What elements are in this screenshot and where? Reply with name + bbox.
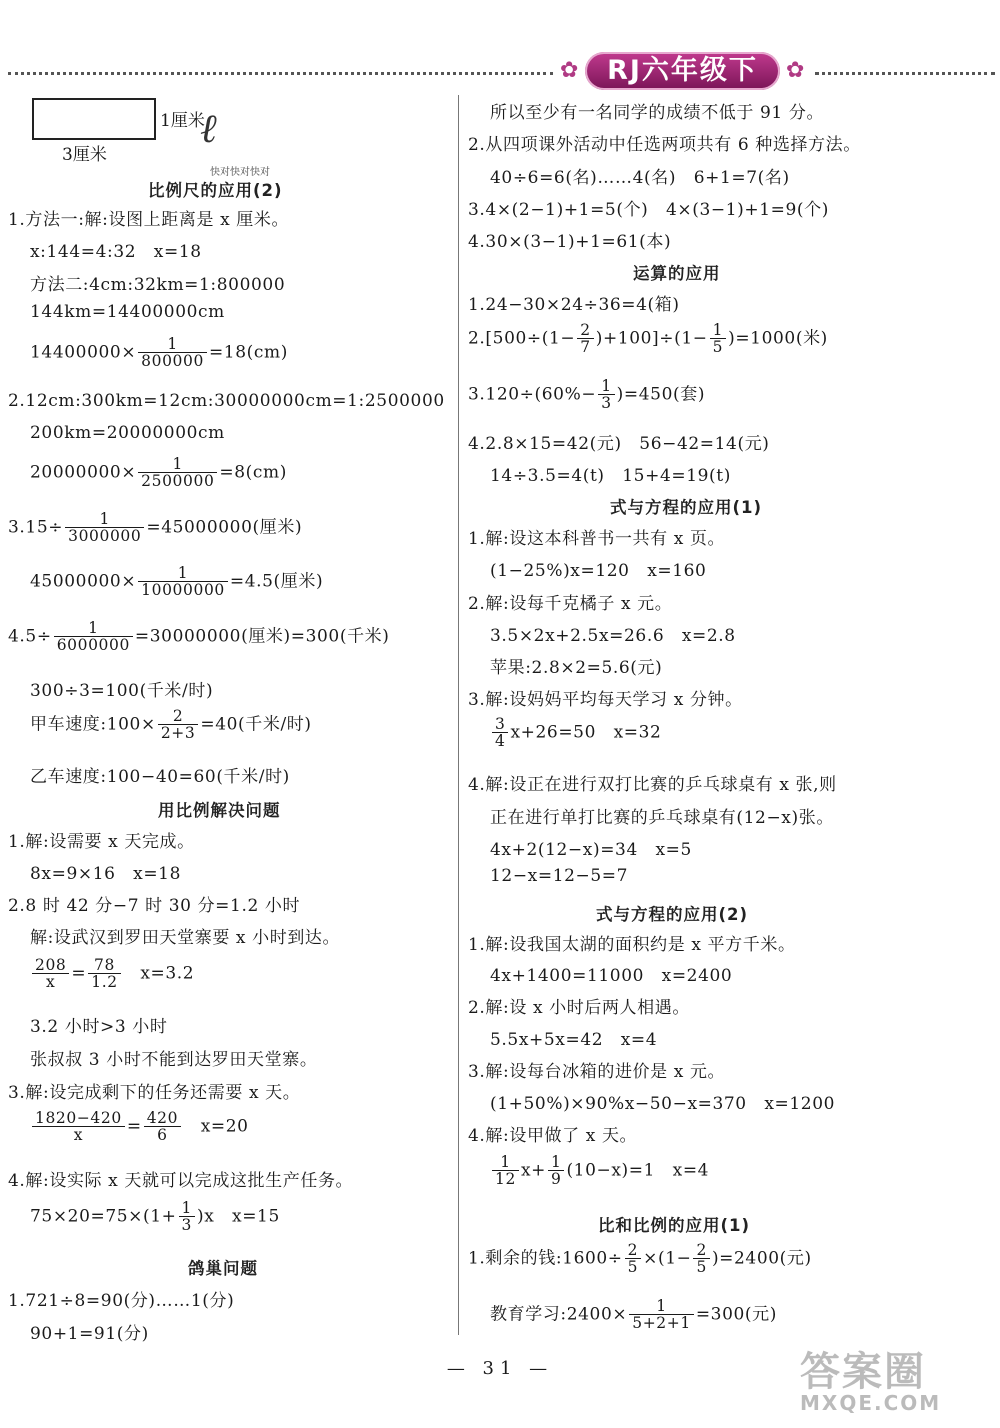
expr-part: )=1000(米) (728, 328, 828, 349)
answer-line (490, 716, 661, 750)
fraction (710, 322, 726, 356)
numerator: 1 (492, 1154, 519, 1171)
answer-line: 1.721÷8=90(分)……1(分) (8, 1291, 235, 1311)
expr-part: x+26=50 x=32 (510, 722, 662, 743)
numerator: 1 (710, 322, 726, 339)
expr-part: 甲车速度:100× (30, 714, 156, 735)
grade-badge: RJ六年级下 (585, 52, 780, 90)
numerator: 1 (138, 456, 217, 473)
denominator: 12 (495, 1170, 516, 1189)
expr-part: 20000000× (30, 462, 137, 483)
answer-line (30, 336, 288, 370)
expr-part: 1.剩余的钱:1600÷ (468, 1248, 623, 1269)
numerator: 420 (144, 1110, 181, 1127)
denominator: 9 (550, 1170, 562, 1189)
numerator: 208 (32, 957, 69, 974)
answer-line: 3.解:设完成剩下的任务还需要 x 天。 (8, 1083, 301, 1103)
numerator: 1 (54, 620, 133, 637)
answer-line: 5.5x+5x=42 x=4 (490, 1030, 658, 1050)
numerator: 1 (179, 1200, 195, 1217)
fraction (492, 1154, 519, 1188)
answer-line: 3.4×(2−1)+1=5(个) 4×(3−1)+1=9(个) (468, 200, 829, 220)
answer-line: 1.解:设这本科普书一共有 x 页。 (468, 529, 726, 549)
figure-bottom-label: 3厘米 (62, 145, 107, 165)
denominator: 5+2+1 (632, 1314, 691, 1333)
answer-line: 2.8 时 42 分−7 时 30 分=1.2 小时 (8, 896, 301, 916)
answer-line: $\frac{208}{x}$ = $\frac{78}{1.2}$ x=3.2 (30, 957, 194, 991)
answer-line: 3.解:设妈妈平均每天学习 x 分钟。 (468, 690, 743, 710)
expr-part: =4.5(厘米) (229, 571, 324, 592)
numerator: 1 (138, 336, 207, 353)
answer-line: 1.解:设我国太湖的面积约是 x 平方千米。 (468, 935, 796, 955)
fraction (548, 1154, 564, 1188)
fraction (54, 620, 133, 654)
answer-line: 4.解:设正在进行双打比赛的乒乓球桌有 x 张,则 (468, 775, 837, 795)
denominator: x (73, 1126, 84, 1145)
numerator: 1 (65, 511, 144, 528)
answer-line: 3.解:设每台冰箱的进价是 x 元。 (468, 1062, 726, 1082)
answer-line: 1.解:设需要 x 天完成。 (8, 832, 195, 852)
header-dotted-rule-right (815, 72, 995, 75)
fraction (179, 1200, 195, 1234)
answer-line (468, 322, 828, 356)
expr-part: 75×20=75×(1+ (30, 1206, 177, 1227)
denominator: 5 (712, 338, 724, 357)
answer-line: 正在进行单打比赛的乒乓球桌有(12−x)张。 (490, 808, 834, 828)
fraction (88, 957, 120, 991)
answer-line (490, 1298, 777, 1332)
denominator: 1.2 (91, 973, 118, 992)
answer-line (490, 1154, 709, 1188)
numerator: 1820−420 (32, 1110, 125, 1127)
numerator: 1 (598, 378, 614, 395)
fraction (598, 378, 614, 412)
page-number: — 31 — (446, 1358, 554, 1379)
denominator: 5 (627, 1258, 639, 1277)
answer-line (8, 620, 390, 654)
answer-line (30, 708, 312, 742)
expr-part: )x x=15 (197, 1206, 280, 1227)
watermark-logo (800, 1340, 990, 1420)
fraction (693, 1242, 709, 1276)
expr-part: =8(cm) (219, 462, 287, 483)
denominator: 2500000 (141, 472, 215, 491)
answer-line: 1.方法一:解:设图上距离是 x 厘米。 (8, 210, 290, 230)
answer-line: 4.解:设实际 x 天就可以完成这批生产任务。 (8, 1171, 354, 1191)
expr-part: 3.120÷(60%− (468, 384, 597, 405)
expr-part: )=2400(元) (711, 1248, 812, 1269)
fraction (625, 1242, 641, 1276)
rectangle-figure (32, 98, 156, 140)
answer-line: 方法二:4cm:32km=1:800000 (30, 275, 286, 295)
denominator: 5 (696, 1258, 707, 1277)
section-title: 比例尺的应用(2) (148, 181, 283, 200)
numerator: 2 (577, 322, 593, 339)
answer-line: 40÷6=6(名)……4(名) 6+1=7(名) (490, 168, 790, 188)
expr-part: x+ (520, 1160, 546, 1181)
denominator: 2+3 (160, 724, 196, 743)
answer-line: 90+1=91(分) (30, 1324, 149, 1344)
numerator: 2 (625, 1242, 641, 1259)
expr-part: =30000000(厘米)=300(千米) (134, 626, 390, 647)
answer-line: x:144=4:32 x=18 (30, 242, 202, 262)
answer-line: (1+50%)×90%x−50−x=370 x=1200 (490, 1094, 836, 1114)
answer-line: 2.解:设 x 小时后两人相遇。 (468, 998, 690, 1018)
fraction (629, 1298, 694, 1332)
denominator: 7 (580, 338, 591, 357)
handwritten-mark: ℓ (200, 106, 217, 152)
denominator: 6 (157, 1126, 168, 1145)
answer-line: 3.2 小时>3 小时 (30, 1017, 168, 1037)
denominator: 3000000 (68, 527, 142, 546)
section-title: 鸽巢问题 (188, 1259, 258, 1278)
fraction (65, 511, 144, 545)
grade-banner (560, 50, 810, 94)
expr-part: x=3.2 (140, 963, 195, 984)
answer-line: 苹果:2.8×2=5.6(元) (490, 658, 663, 678)
fraction (32, 957, 69, 991)
answer-line (30, 456, 287, 490)
watermark-title: 答案圈 (800, 1349, 926, 1395)
fraction (158, 708, 199, 742)
answer-line: 所以至少有一名同学的成绩不低于 91 分。 (490, 103, 825, 123)
section-title: 式与方程的应用(1) (610, 498, 763, 517)
answer-line: 张叔叔 3 小时不能到达罗田天堂寨。 (30, 1050, 318, 1070)
expr-part: 45000000× (30, 571, 137, 592)
fraction (577, 322, 593, 356)
expr-part: 教育学习:2400× (490, 1304, 628, 1325)
expr-part: )+100]÷(1− (595, 328, 708, 349)
numerator: 3 (492, 716, 508, 733)
expr-part: ×(1− (643, 1248, 692, 1269)
expr-part: =18(cm) (208, 342, 288, 363)
answer-line: 2.12cm:300km=12cm:30000000cm=1:2500000 (8, 391, 445, 411)
fraction (138, 456, 217, 490)
answer-line: 4.解:设甲做了 x 天。 (468, 1126, 638, 1146)
denominator: x (46, 973, 56, 992)
denominator: 800000 (141, 352, 204, 371)
expr-part: 3.15÷ (8, 517, 64, 538)
column-divider (458, 95, 459, 1335)
denominator: 3 (601, 394, 612, 413)
answer-line: 4.30×(3−1)+1=61(本) (468, 232, 672, 252)
answer-line: (1−25%)x=120 x=160 (490, 561, 707, 581)
answer-line: 4x+2(12−x)=34 x=5 (490, 840, 692, 860)
denominator: 3 (181, 1216, 192, 1235)
answer-line: 解:设武汉到罗田天堂寨要 x 小时到达。 (30, 928, 341, 948)
section-title: 比和比例的应用(1) (598, 1216, 751, 1235)
fraction (32, 1110, 125, 1144)
left-ornament-icon: ✿ (560, 58, 579, 83)
expr-part: x=20 (200, 1116, 249, 1137)
numerator: 2 (158, 708, 199, 725)
fraction (144, 1110, 181, 1144)
answer-line (8, 511, 302, 545)
fraction (492, 716, 508, 750)
fraction (138, 336, 207, 370)
answer-line: 乙车速度:100−40=60(千米/时) (30, 767, 290, 787)
answer-line: 1.24−30×24÷36=4(箱) (468, 295, 680, 315)
figure-side-label: 1厘米 (160, 111, 205, 131)
answer-line: 8x=9×16 x=18 (30, 864, 182, 884)
answer-line: 2.从四项课外活动中任选两项共有 6 种选择方法。 (468, 135, 861, 155)
answer-line: 2.解:设每千克橘子 x 元。 (468, 594, 673, 614)
expr-part: 2.[500÷(1− (468, 328, 576, 349)
answer-line (30, 565, 323, 599)
fraction (138, 565, 228, 599)
answer-line (30, 1200, 280, 1234)
denominator: 6000000 (56, 636, 130, 655)
watermark-url: MXQE.COM (800, 1391, 942, 1415)
answer-line: 144km=14400000cm (30, 302, 225, 322)
answer-line: 4x+1400=11000 x=2400 (490, 966, 733, 986)
expr-part: (10−x)=1 x=4 (566, 1160, 710, 1181)
expr-part: 14400000× (30, 342, 137, 363)
answer-line (468, 1242, 812, 1276)
expr-part: =45000000(厘米) (146, 517, 303, 538)
answer-line: $\frac{1820-420}{x}$ = $\frac{420}{6}$ x=20 (30, 1110, 249, 1144)
expr-part: =300(元) (695, 1304, 777, 1325)
denominator: 10000000 (141, 581, 225, 600)
numerator: 1 (629, 1298, 694, 1315)
numerator: 2 (693, 1242, 709, 1259)
numerator: 1 (138, 565, 228, 582)
right-ornament-icon: ✿ (786, 58, 805, 83)
answer-line: 12−x=12−5=7 (490, 866, 629, 886)
stamp-text: 快对快对快对 (210, 167, 270, 178)
denominator: 4 (495, 732, 506, 751)
section-title: 式与方程的应用(2) (596, 905, 749, 924)
expr-part: =40(千米/时) (200, 714, 312, 735)
answer-line: 4.2.8×15=42(元) 56−42=14(元) (468, 434, 770, 454)
section-title: 运算的应用 (633, 264, 721, 283)
answer-line: 300÷3=100(千米/时) (30, 681, 214, 701)
answer-line: 200km=20000000cm (30, 423, 225, 443)
answer-line (468, 378, 705, 412)
numerator: 78 (88, 957, 120, 974)
answer-line: 3.5×2x+2.5x=26.6 x=2.8 (490, 626, 736, 646)
section-title: 用比例解决问题 (158, 801, 281, 820)
answer-line: 14÷3.5=4(t) 15+4=19(t) (490, 466, 731, 486)
numerator: 1 (548, 1154, 564, 1171)
expr-part: 4.5÷ (8, 626, 52, 647)
header-dotted-rule-left (8, 72, 553, 75)
expr-part: )=450(套) (616, 384, 706, 405)
